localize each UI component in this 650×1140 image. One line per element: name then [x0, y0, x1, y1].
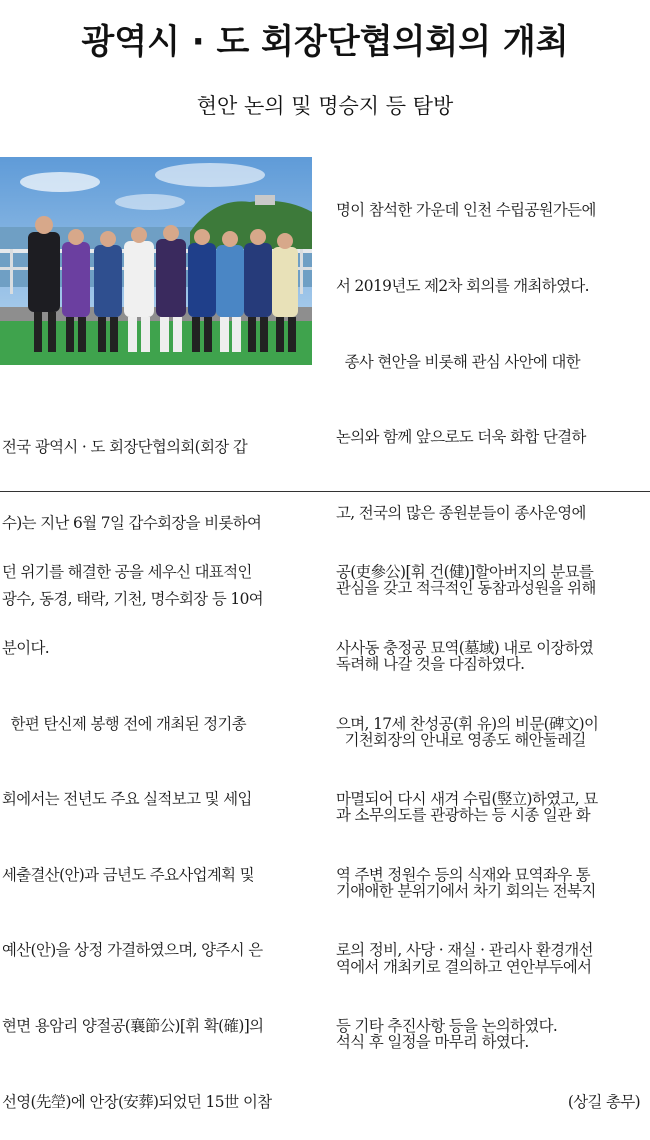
text-line: 독려해 나갈 것을 다짐하였다. — [336, 655, 525, 674]
text-line: 석식 후 일정을 마무리 하였다. — [336, 1033, 529, 1052]
text-line: 기애애한 분위기에서 차기 회의는 전북지 — [336, 881, 596, 900]
text-line: 분이다. — [2, 639, 50, 658]
text-line: 서 2019년도 제2차 회의를 개최하였다. — [336, 277, 589, 296]
text-line: 예산(안)을 상정 가결하였으며, 양주시 은 — [2, 941, 263, 960]
text-line: 던 위기를 해결한 공을 세우신 대표적인 — [2, 563, 252, 582]
subheadline: 현안 논의 및 명승지 등 탐방 — [196, 94, 454, 118]
text-line: 관심을 갖고 적극적인 동참과성원을 위해 — [336, 579, 596, 598]
section-divider — [0, 491, 650, 492]
text-line: 선영(先塋)에 안장(安葬)되었던 15世 이참 — [2, 1092, 272, 1111]
text-line: 광수, 동경, 태락, 기천, 명수회장 등 10여 — [2, 589, 264, 608]
text-line: 공(吏參公)[휘 건(健)]할아버지의 분묘를 — [336, 563, 594, 582]
text-line: 마멸되어 다시 새겨 수립(竪立)하였고, 묘 — [336, 790, 598, 809]
text-line: 수)는 지난 6월 7일 갑수회장을 비롯하여 — [2, 514, 262, 533]
second-article-left — [2, 510, 314, 1140]
second-article-right — [336, 510, 650, 1140]
text-line: 전국 광역시 · 도 회장단협의회(회장 갑 — [2, 438, 248, 457]
text-line: 역에서 개최키로 결의하고 연안부두에서 — [336, 957, 592, 976]
text-line: 회에서는 전년도 주요 실적보고 및 세입 — [2, 790, 252, 809]
text-line: 종사 현안을 비롯해 관심 사안에 대한 — [336, 352, 581, 371]
text-line: 한편 탄신제 봉행 전에 개최된 정기총 — [2, 714, 247, 733]
text-line: 현면 용암리 양절공(襄節公)[휘 확(確)]의 — [2, 1017, 264, 1036]
text-line: 과 소무의도를 관광하는 등 시종 일관 화 — [336, 806, 591, 825]
text-line: 고, 전국의 많은 종원분들이 종사운영에 — [336, 503, 586, 522]
text-line: 로의 정비, 사당 · 재실 · 관리사 환경개선 — [336, 941, 593, 960]
text-line: 으며, 17세 찬성공(휘 유)의 비문(碑文)이 — [336, 714, 599, 733]
text-line: 기천회장의 안내로 영종도 해안둘레길 — [336, 730, 586, 749]
byline: (상길 총무) — [567, 1092, 640, 1111]
headline: 광역시 · 도 회장단협의회의 개최 — [81, 22, 569, 62]
text-line: 사사동 충정공 묘역(墓域) 내로 이장하였 — [336, 639, 594, 658]
text-line: 등 기타 추진사항 등을 논의하였다. — [336, 1017, 558, 1036]
text-line: 논의와 함께 앞으로도 더욱 화합 단결하 — [336, 428, 586, 447]
text-line: 역 주변 정원수 등의 식재와 묘역좌우 통 — [336, 865, 591, 884]
group-photo — [0, 157, 312, 365]
text-line: 명이 참석한 가운데 인천 수립공원가든에 — [336, 201, 596, 220]
text-line: 세출결산(안)과 금년도 주요사업계획 및 — [2, 865, 254, 884]
